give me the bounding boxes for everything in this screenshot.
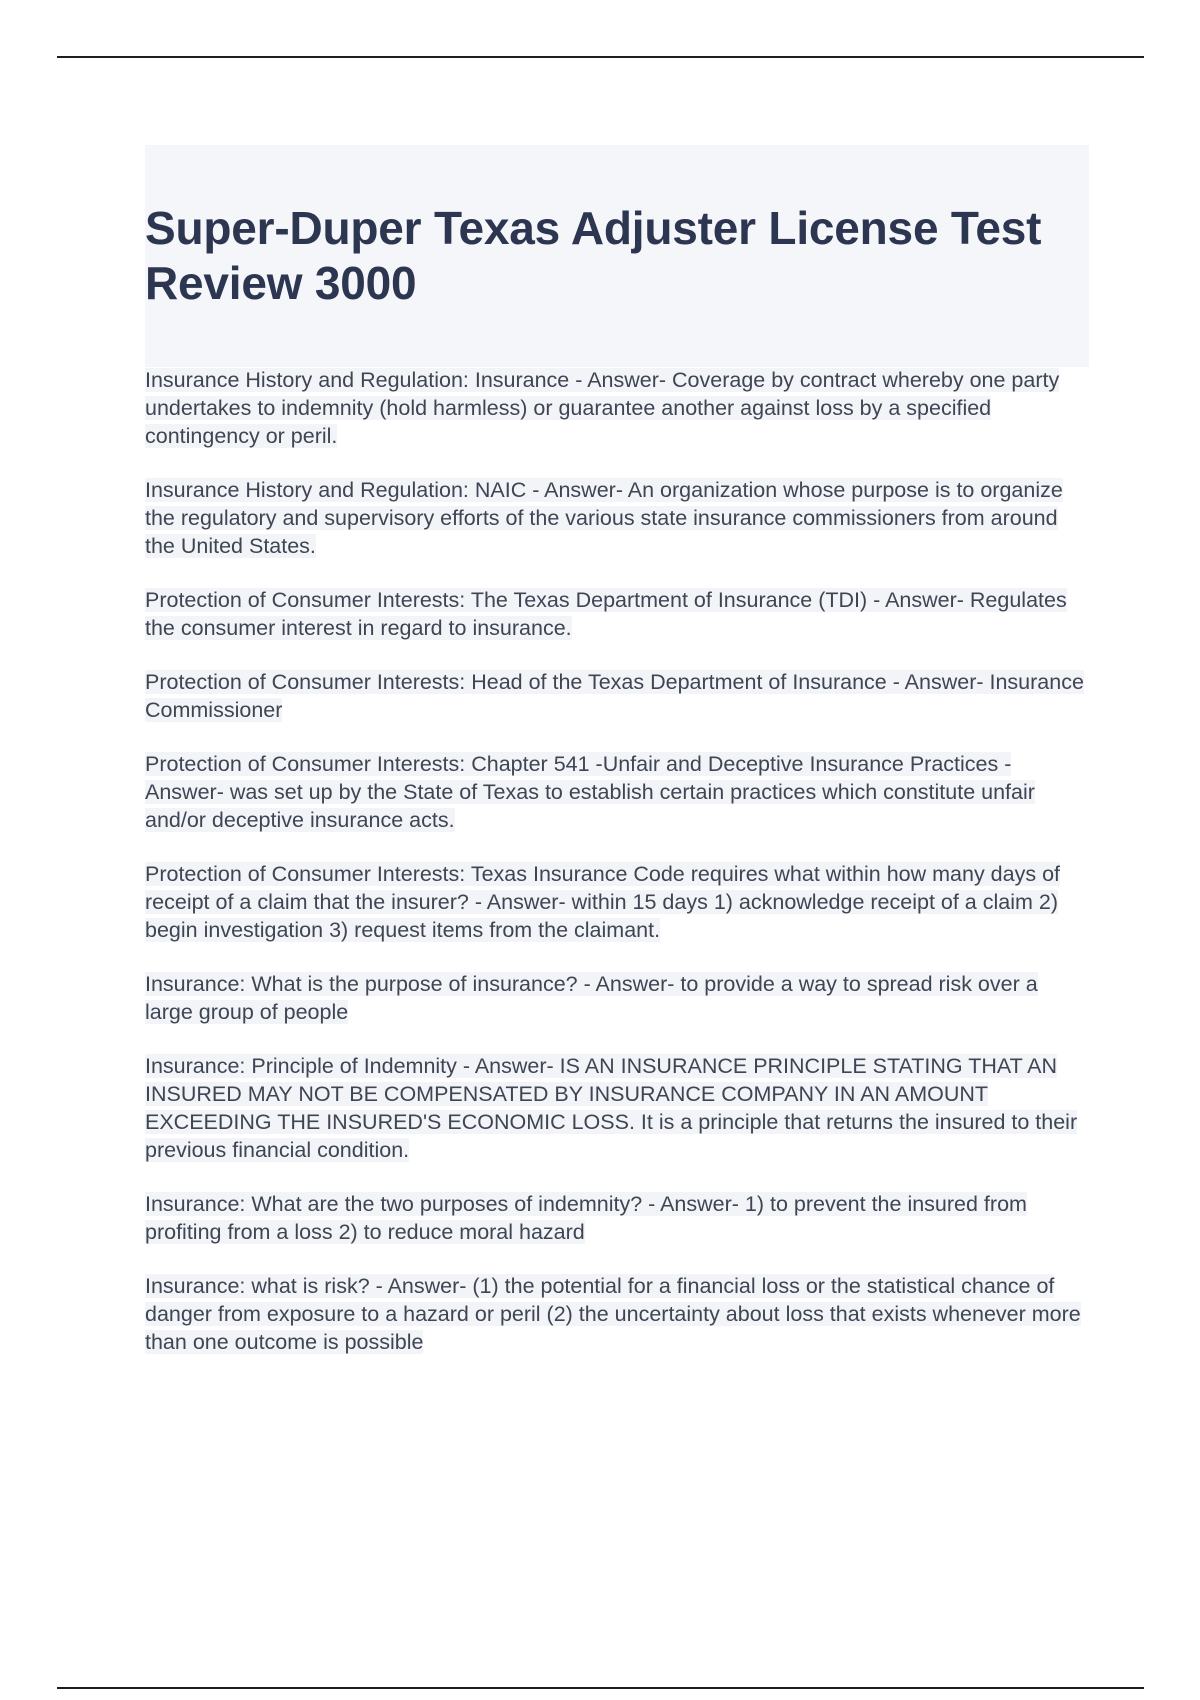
header-divider	[57, 56, 1144, 58]
qa-entry	[145, 476, 1089, 560]
qa-entry	[145, 1272, 1089, 1356]
title-banner	[145, 145, 1089, 367]
qa-entry	[145, 366, 1089, 450]
footer-divider	[57, 1687, 1144, 1689]
qa-entry	[145, 586, 1089, 642]
qa-entry-text: Insurance: Principle of Indemnity - Answer- IS AN INSURANCE PRINCIPLE STATING THAT AN INSURED MAY NOT BE COMPENSATED BY INSURANCE COMPANY IN AN AMOUNT EXCEEDING THE INSURED'S ECONOMIC LOSS. It is a principle that returns the insured to their previous financial condition.	[145, 1054, 1078, 1162]
qa-list	[145, 366, 1089, 1382]
qa-entry-text: Insurance History and Regulation: NAIC - Answer- An organization whose purpose is to organize the regulatory and supervisory efforts of the various state insurance commissioners from around the United States.	[145, 478, 1063, 558]
qa-entry	[145, 970, 1089, 1026]
qa-entry-text: Protection of Consumer Interests: Head of the Texas Department of Insurance - Answer- Insurance Commissioner	[145, 670, 1084, 722]
qa-entry	[145, 750, 1089, 834]
document-title: Super-Duper Texas Adjuster License Test Review 3000	[145, 202, 1042, 309]
qa-entry	[145, 860, 1089, 944]
qa-entry-text: Protection of Consumer Interests: The Texas Department of Insurance (TDI) - Answer- Regulates the consumer interest in regard to insurance.	[145, 588, 1067, 640]
qa-entry-text: Insurance: What is the purpose of insurance? - Answer- to provide a way to spread risk over a large group of people	[145, 972, 1038, 1024]
qa-entry-text: Protection of Consumer Interests: Texas Insurance Code requires what within how many days of receipt of a claim that the insurer? - Answer- within 15 days 1) acknowledge receipt of a claim 2) begin investigation 3) request items from the claimant.	[145, 862, 1060, 942]
qa-entry	[145, 1190, 1089, 1246]
qa-entry	[145, 1052, 1089, 1164]
qa-entry-text: Insurance: What are the two purposes of indemnity? - Answer- 1) to prevent the insured from profiting from a loss 2) to reduce moral hazard	[145, 1192, 1027, 1244]
qa-entry-text: Protection of Consumer Interests: Chapter 541 -Unfair and Deceptive Insurance Practices - Answer- was set up by the State of Texas to establish certain practices which constitute unfair and/or deceptive insurance acts.	[145, 752, 1035, 832]
qa-entry-text: Insurance History and Regulation: Insurance - Answer- Coverage by contract whereby one party undertakes to indemnity (hold harmless) or guarantee another against loss by a specified contingency or peril.	[145, 368, 1060, 448]
qa-entry-text: Insurance: what is risk? - Answer- (1) the potential for a financial loss or the statistical chance of danger from exposure to a hazard or peril (2) the uncertainty about loss that exists whenever more than one outcome is possible	[145, 1274, 1081, 1354]
qa-entry	[145, 668, 1089, 724]
